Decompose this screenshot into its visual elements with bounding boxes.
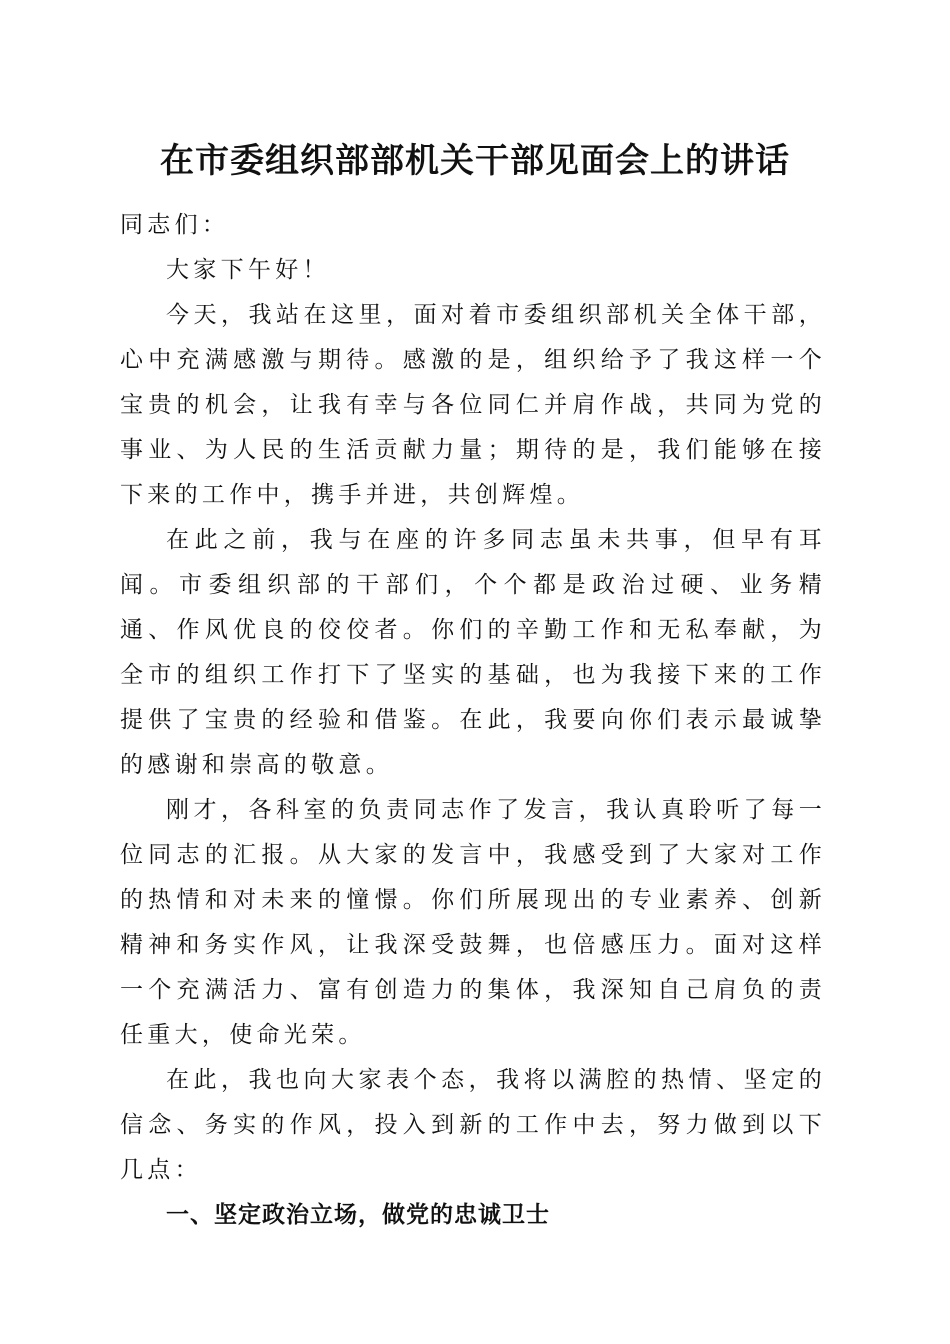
salutation: 同志们： [120,212,230,238]
document-title: 在市委组织部部机关干部见面会上的讲话 [160,141,790,181]
section-heading: 一、坚定政治立场，做党的忠诚卫士 [166,1202,550,1228]
paragraph: 今天，我站在这里，面对着市委组织部机关全体干部，心中充满感激与期待。感激的是，组织给予了我这样一个宝贵的机会，让我有幸与各位同仁并肩作战，共同为党的事业、为人民的生活贡献力量；期待的是，我们能够在接下来的工作中，携手并进，共创辉煌。 [120,302,826,508]
paragraph: 在此之前，我与在座的许多同志虽未共事，但早有耳闻。市委组织部的干部们，个个都是政治过硬、业务精通、作风优良的佼佼者。你们的辛勤工作和无私奉献，为全市的组织工作打下了坚实的基础，也为我接下来的工作提供了宝贵的经验和借鉴。在此，我要向你们表示最诚挚的感谢和崇高的敬意。 [120,527,826,778]
document-body [120,203,826,1238]
paragraph: 在此，我也向大家表个态，我将以满腔的热情、坚定的信念、务实的作风，投入到新的工作中去，努力做到以下几点： [120,1067,826,1183]
paragraph: 刚才，各科室的负责同志作了发言，我认真聆听了每一位同志的汇报。从大家的发言中，我感受到了大家对工作的热情和对未来的憧憬。你们所展现出的专业素养、创新精神和务实作风，让我深受鼓舞，也倍感压力。面对这样一个充满活力、富有创造力的集体，我深知自己肩负的责任重大，使命光荣。 [120,797,826,1048]
paragraph-greeting: 大家下午好！ [166,257,330,283]
